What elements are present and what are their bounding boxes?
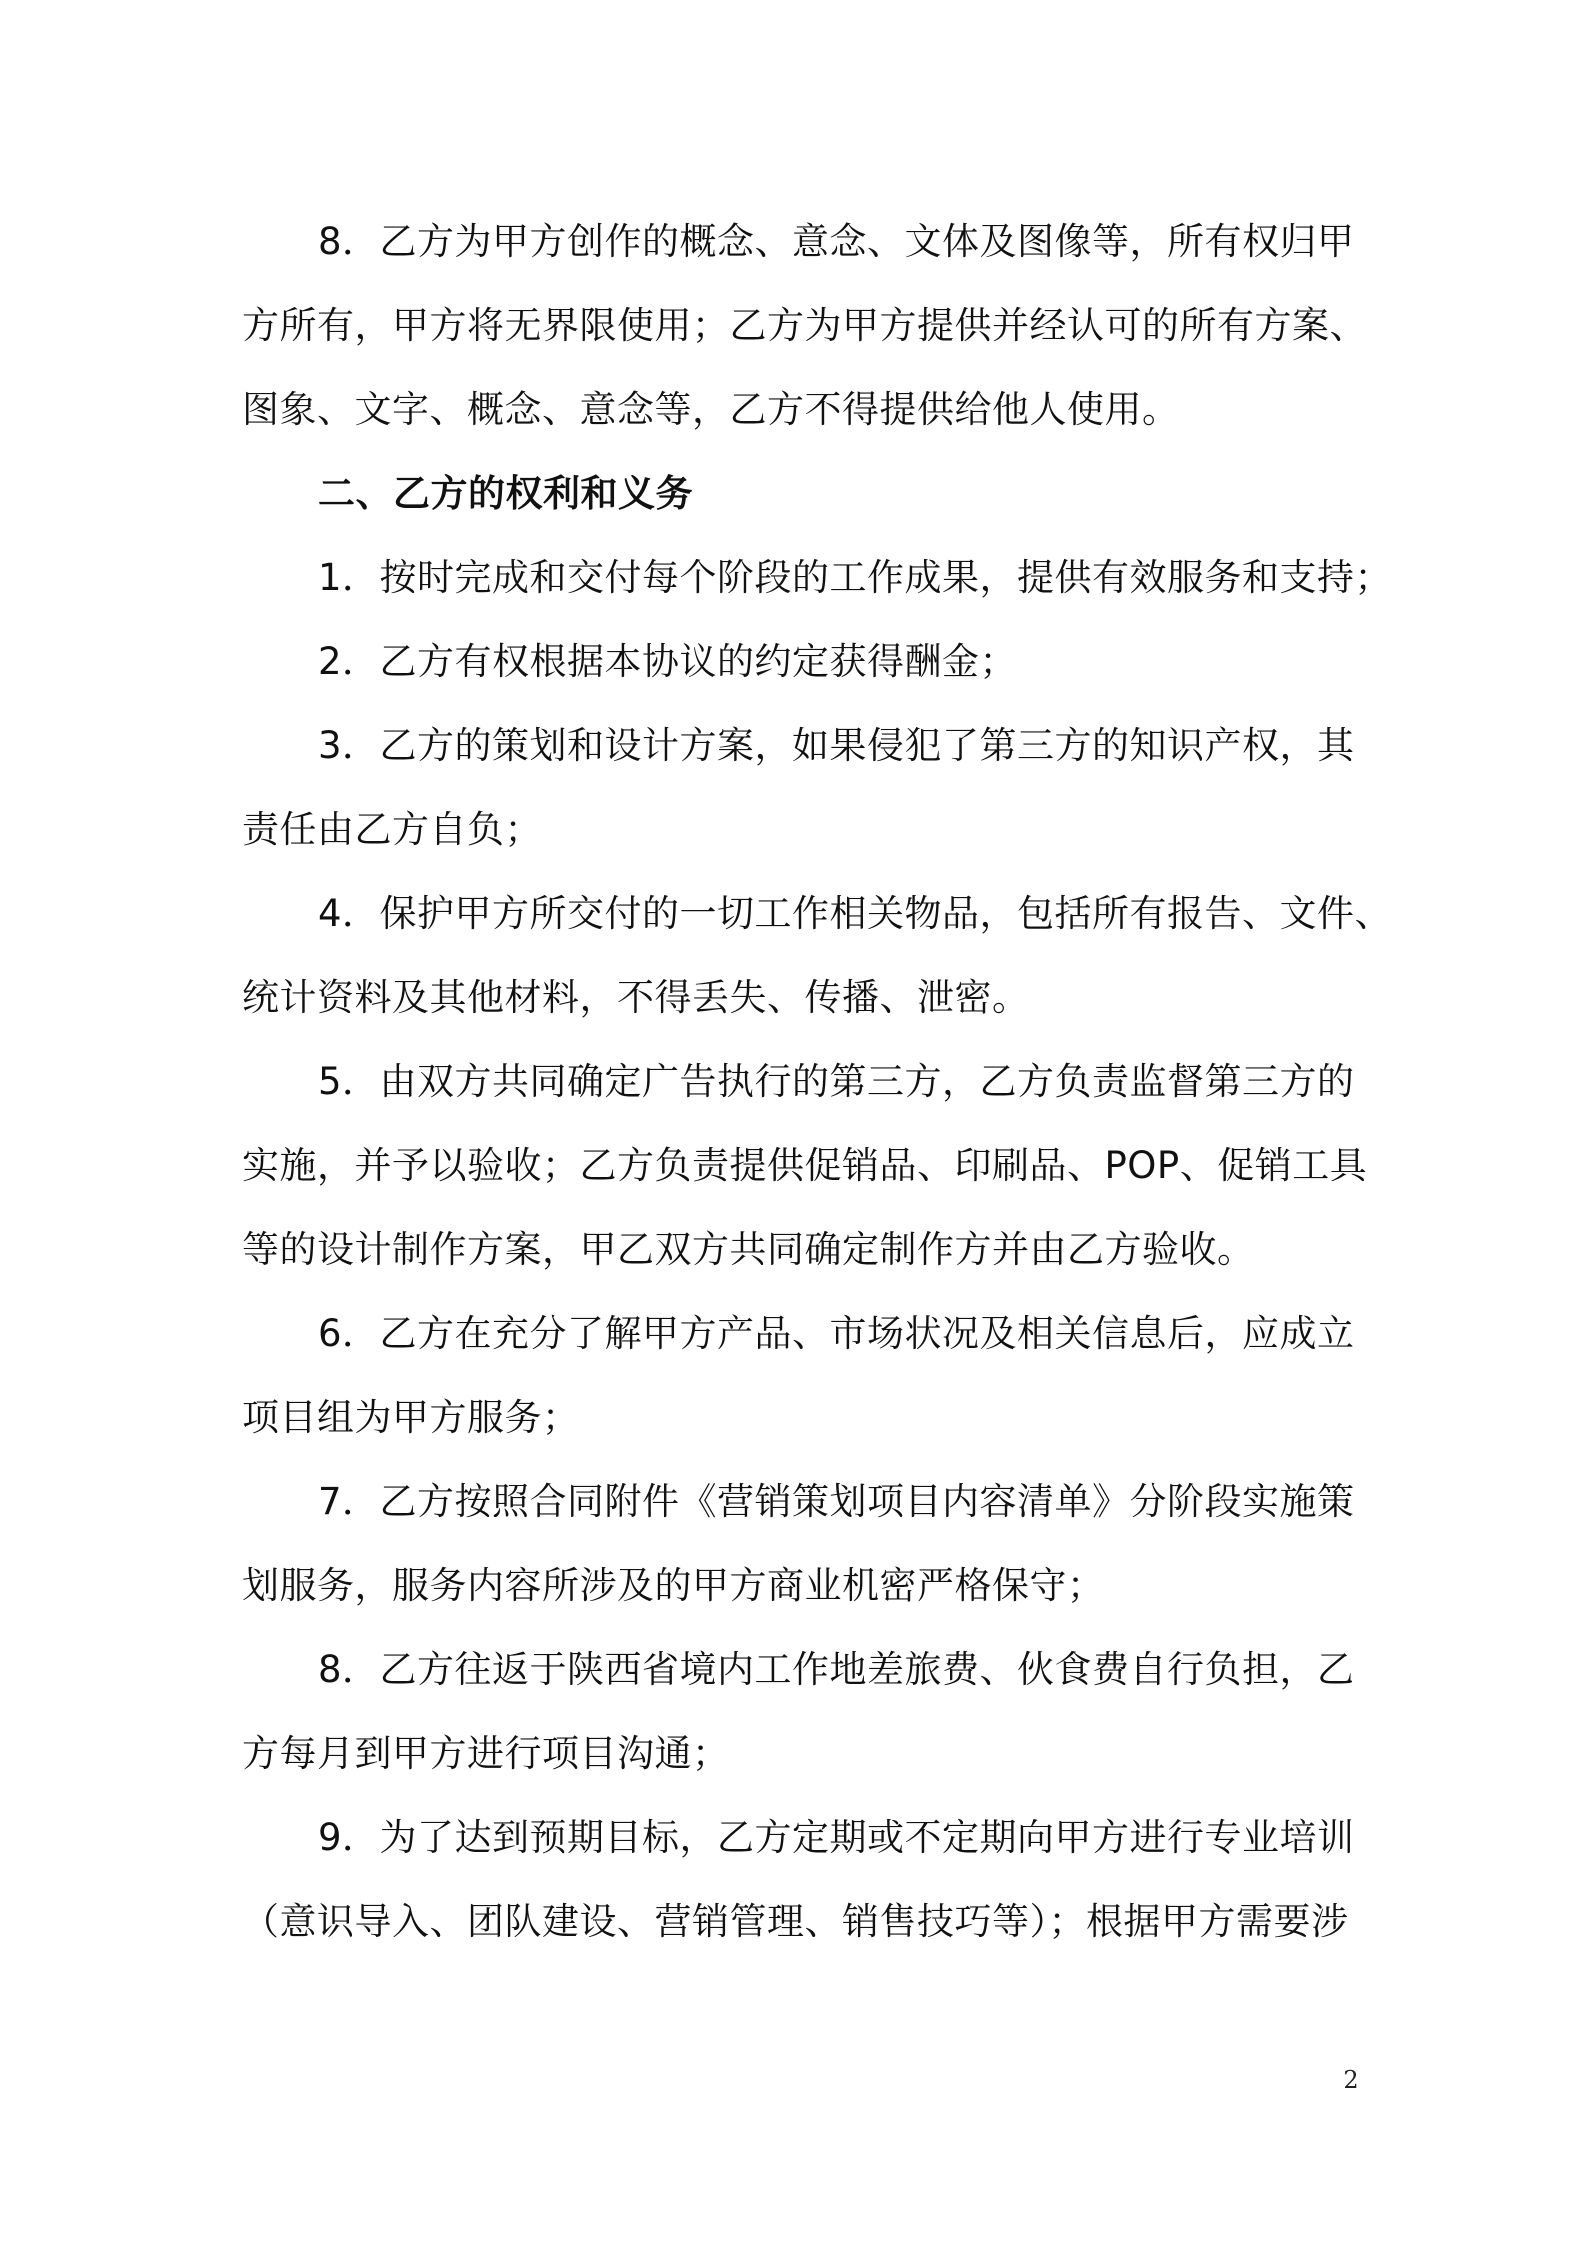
text-line: （意识导入、团队建设、营销管理、销售技巧等）；根据甲方需要涉: [242, 1900, 1349, 1943]
text-line: 统计资料及其他材料，不得丢失、传播、泄密。: [242, 976, 1030, 1019]
text-line: 5．由双方共同确定广告执行的第三方，乙方负责监督第三方的: [318, 1060, 1355, 1103]
section-heading: 二、乙方的权利和义务: [318, 472, 693, 515]
text-line: 1．按时完成和交付每个阶段的工作成果，提供有效服务和支持；: [318, 556, 1393, 599]
text-line: 方每月到甲方进行项目沟通；: [242, 1732, 730, 1775]
text-line: 方所有，甲方将无界限使用；乙方为甲方提供并经认可的所有方案、: [242, 304, 1367, 347]
text-line: 实施，并予以验收；乙方负责提供促销品、印刷品、POP、促销工具: [242, 1144, 1368, 1187]
text-line: 等的设计制作方案，甲乙双方共同确定制作方并由乙方验收。: [242, 1228, 1255, 1271]
text-line: 6．乙方在充分了解甲方产品、市场状况及相关信息后，应成立: [318, 1312, 1355, 1355]
text-line: 项目组为甲方服务；: [242, 1396, 580, 1439]
text-line: 3．乙方的策划和设计方案，如果侵犯了第三方的知识产权，其: [318, 724, 1355, 767]
text-line: 图象、文字、概念、意念等，乙方不得提供给他人使用。: [242, 388, 1180, 431]
text-line: 责任由乙方自负；: [242, 808, 542, 851]
document-body: [242, 200, 1393, 1964]
text-line: 8．乙方往返于陕西省境内工作地差旅费、伙食费自行负担，乙: [318, 1648, 1355, 1691]
text-line: 8．乙方为甲方创作的概念、意念、文体及图像等，所有权归甲: [318, 220, 1355, 263]
text-line: 7．乙方按照合同附件《营销策划项目内容清单》分阶段实施策: [318, 1480, 1355, 1523]
text-line: 2．乙方有权根据本协议的约定获得酬金；: [318, 640, 1018, 683]
text-line: 4．保护甲方所交付的一切工作相关物品，包括所有报告、文件、: [318, 892, 1393, 935]
page-number: 2: [1343, 2066, 1359, 2094]
text-line: 9．为了达到预期目标，乙方定期或不定期向甲方进行专业培训: [318, 1816, 1355, 1859]
text-line: 划服务，服务内容所涉及的甲方商业机密严格保守；: [242, 1564, 1105, 1607]
